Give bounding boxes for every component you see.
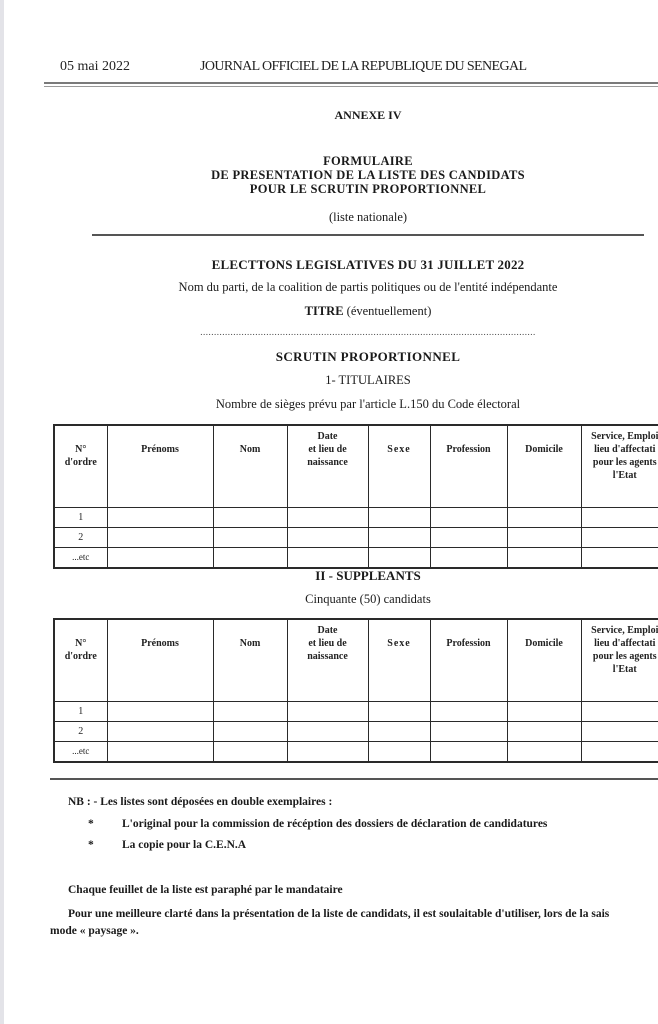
row-number: ...etc	[54, 742, 107, 763]
col-header-nom: Nom	[213, 425, 287, 508]
table-row	[54, 722, 658, 742]
cell-date-lieu[interactable]	[287, 742, 368, 763]
col-header-date-lieu: Date et lieu de naissance	[287, 425, 368, 508]
titulaires-heading: 1- TITULAIRES	[325, 373, 411, 387]
page-header	[60, 59, 658, 79]
cell-domicile[interactable]	[507, 508, 581, 528]
table-row	[54, 742, 658, 763]
cell-nom[interactable]	[213, 702, 287, 722]
col-header-service: Service, Emploi lieu d'affectati pour les agents l'Etat	[581, 619, 658, 702]
titulaires-table	[53, 424, 658, 569]
cell-date-lieu[interactable]	[287, 528, 368, 548]
col-header-prenoms: Prénoms	[107, 619, 213, 702]
cell-sexe[interactable]	[368, 528, 430, 548]
titre-bold: TITRE	[304, 304, 344, 318]
cell-prenoms[interactable]	[107, 742, 213, 763]
cell-service[interactable]	[581, 742, 658, 763]
cell-prenoms[interactable]	[107, 548, 213, 569]
col-header-numero: N° d'ordre	[54, 425, 107, 508]
form-title-line-1: FORMULAIRE	[323, 154, 413, 168]
row-number: 1	[54, 508, 107, 528]
col-header-domicile: Domicile	[507, 425, 581, 508]
nb-bullet-text: La copie pour la C.E.N.A	[122, 839, 247, 851]
note-paraphe: Chaque feuillet de la liste est paraphé par le mandataire	[68, 884, 343, 896]
bullet-star-icon: *	[88, 839, 94, 851]
cell-domicile[interactable]	[507, 528, 581, 548]
row-number: ...etc	[54, 548, 107, 569]
cell-nom[interactable]	[213, 548, 287, 569]
bullet-star-icon: *	[88, 818, 94, 830]
col-header-date-lieu: Date et lieu de naissance	[287, 619, 368, 702]
cell-nom[interactable]	[213, 528, 287, 548]
cell-service[interactable]	[581, 722, 658, 742]
col-header-profession: Profession	[430, 425, 507, 508]
cell-domicile[interactable]	[507, 722, 581, 742]
cell-prenoms[interactable]	[107, 722, 213, 742]
titre-optional: (éventuellement)	[343, 304, 432, 318]
cell-service[interactable]	[581, 548, 658, 569]
cell-nom[interactable]	[213, 742, 287, 763]
cell-profession[interactable]	[430, 702, 507, 722]
annexe-title: ANNEXE IV	[334, 108, 402, 122]
nb-bullet-text: L'original pour la commission de récéption des dossiers de déclaration de candidatures	[122, 818, 548, 830]
cell-profession[interactable]	[430, 508, 507, 528]
col-header-service: Service, Emploi lieu d'affectati pour les agents l'Etat	[581, 425, 658, 508]
section-rule	[92, 234, 644, 236]
table-header-row	[54, 619, 658, 702]
titulaires-subheading: Nombre de sièges prévu par l'article L.150 du Code électoral	[215, 397, 521, 411]
col-header-domicile: Domicile	[507, 619, 581, 702]
col-header-numero: N° d'ordre	[54, 619, 107, 702]
cell-date-lieu[interactable]	[287, 508, 368, 528]
col-header-sexe: Sexe	[368, 619, 430, 702]
cell-date-lieu[interactable]	[287, 548, 368, 569]
col-header-prenoms: Prénoms	[107, 425, 213, 508]
note-clarte-line-1: Pour une meilleure clarté dans la présentation de la liste de candidats, il est soulaitable d'utiliser, lors de la sais	[68, 908, 610, 920]
cell-domicile[interactable]	[507, 742, 581, 763]
cell-domicile[interactable]	[507, 702, 581, 722]
suppleants-heading: II - SUPPLEANTS	[315, 568, 421, 583]
cell-nom[interactable]	[213, 508, 287, 528]
liste-type: (liste nationale)	[328, 210, 408, 224]
cell-prenoms[interactable]	[107, 508, 213, 528]
cell-service[interactable]	[581, 702, 658, 722]
cell-profession[interactable]	[430, 548, 507, 569]
titre-label	[0, 304, 658, 319]
cell-date-lieu[interactable]	[287, 722, 368, 742]
suppleants-table	[53, 618, 658, 763]
table-row	[54, 528, 658, 548]
cell-sexe[interactable]	[368, 742, 430, 763]
cell-nom[interactable]	[213, 722, 287, 742]
cell-date-lieu[interactable]	[287, 702, 368, 722]
col-header-sexe: Sexe	[368, 425, 430, 508]
note-clarte-line-2: mode « paysage ».	[50, 925, 139, 937]
suppleants-subheading: Cinquante (50) candidats	[305, 592, 431, 606]
cell-sexe[interactable]	[368, 548, 430, 569]
row-number: 2	[54, 722, 107, 742]
header-rule-top	[44, 82, 658, 84]
cell-profession[interactable]	[430, 528, 507, 548]
cell-sexe[interactable]	[368, 722, 430, 742]
row-number: 2	[54, 528, 107, 548]
nb-intro: NB : - Les listes sont déposées en double exemplaires :	[68, 796, 333, 808]
table-row	[54, 508, 658, 528]
cell-profession[interactable]	[430, 722, 507, 742]
header-rule-bottom	[44, 86, 658, 87]
row-number: 1	[54, 702, 107, 722]
notes-rule	[50, 778, 658, 780]
cell-service[interactable]	[581, 528, 658, 548]
form-title-line-2: DE PRESENTATION DE LA LISTE DES CANDIDATS	[211, 168, 525, 182]
table-row	[54, 702, 658, 722]
scrutin-title: SCRUTIN PROPORTIONNEL	[275, 349, 461, 364]
form-title-line-3: POUR LE SCRUTIN PROPORTIONNEL	[249, 182, 487, 196]
table-header-row	[54, 425, 658, 508]
party-name-label: Nom du parti, de la coalition de partis politiques ou de l'entité indépendante	[178, 280, 558, 294]
elections-title: ELECTTONS LEGISLATIVES DU 31 JUILLET 2022	[211, 257, 525, 272]
cell-sexe[interactable]	[368, 508, 430, 528]
form-title	[0, 154, 658, 196]
cell-sexe[interactable]	[368, 702, 430, 722]
cell-service[interactable]	[581, 508, 658, 528]
header-date: 05 mai 2022	[60, 59, 130, 74]
col-header-profession: Profession	[430, 619, 507, 702]
cell-prenoms[interactable]	[107, 528, 213, 548]
col-header-nom: Nom	[213, 619, 287, 702]
header-journal-title: JOURNAL OFFICIEL DE LA REPUBLIQUE DU SENEGAL	[200, 59, 527, 74]
table-row	[54, 548, 658, 569]
cell-prenoms[interactable]	[107, 702, 213, 722]
cell-domicile[interactable]	[507, 548, 581, 569]
dotted-fill-line: ..........................................................................................................................	[200, 327, 536, 337]
cell-profession[interactable]	[430, 742, 507, 763]
